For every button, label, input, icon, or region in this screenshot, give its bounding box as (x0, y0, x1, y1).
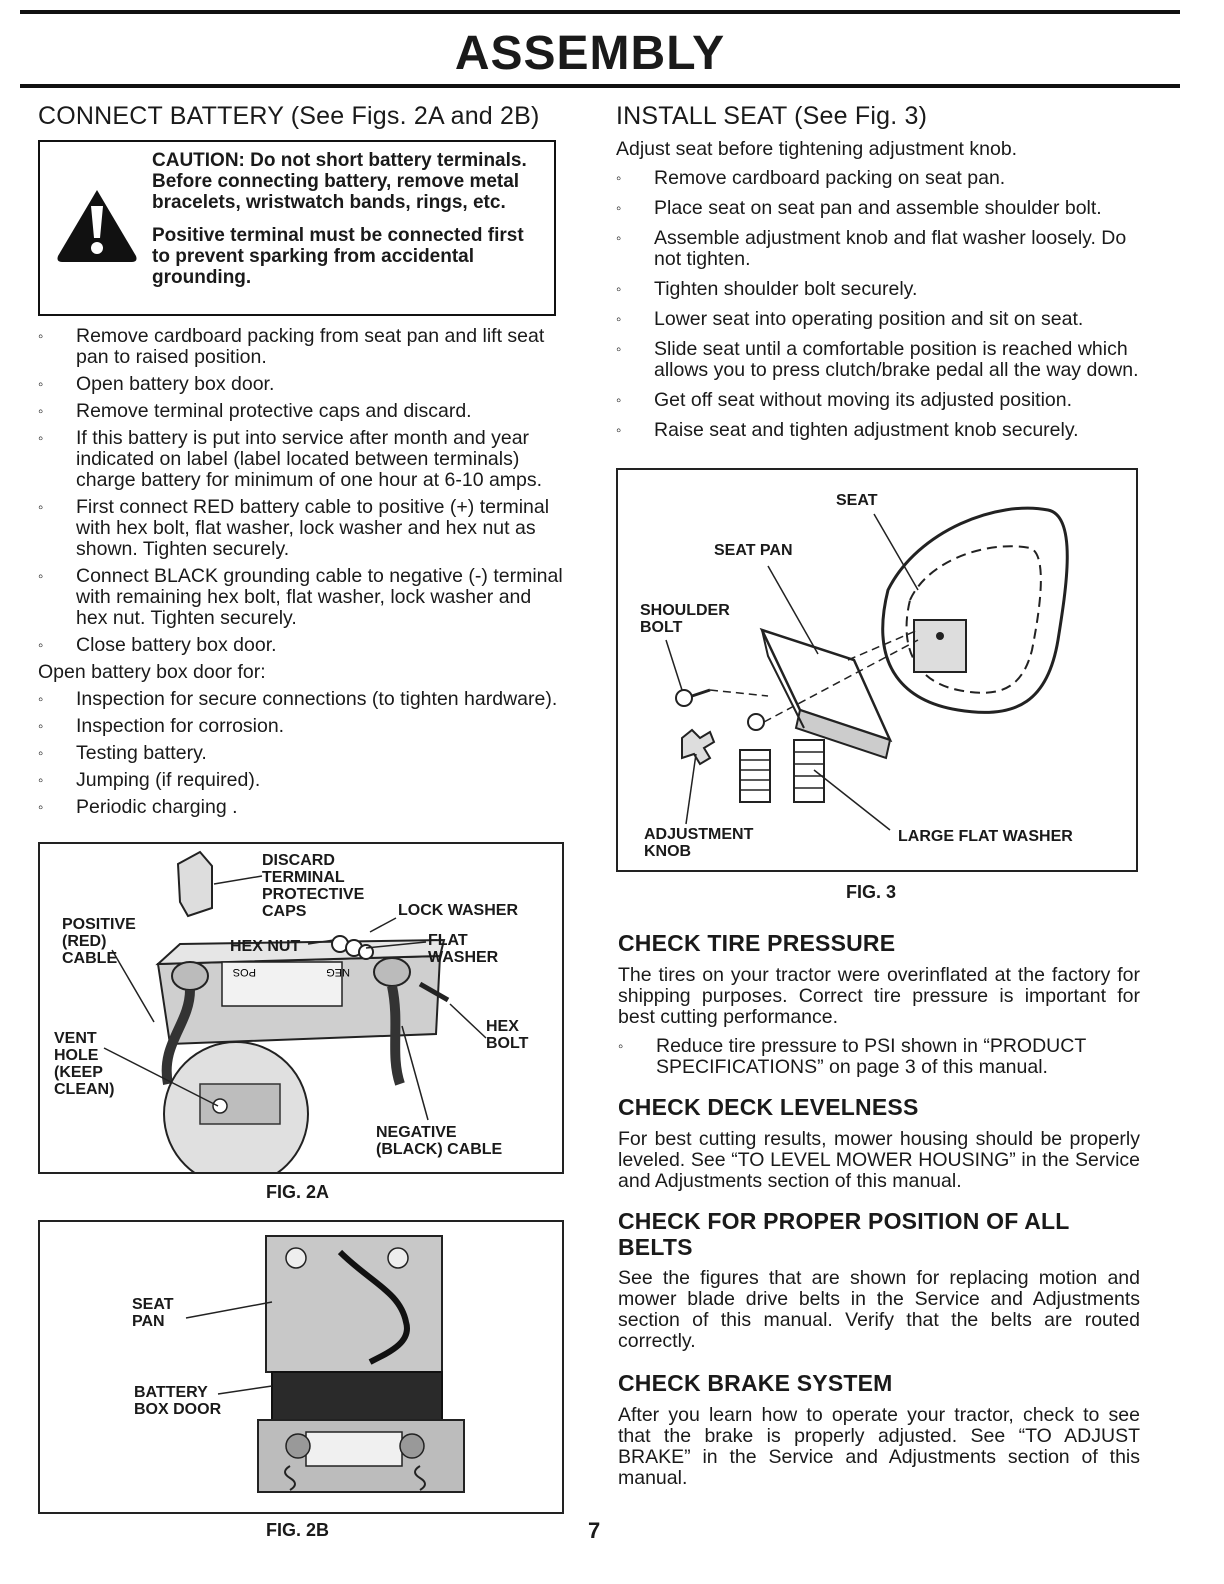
list-item: ◦ Testing battery. (38, 743, 564, 764)
list-item: ◦ Inspection for corrosion. (38, 716, 564, 737)
caution-box (38, 140, 556, 316)
list-item: ◦ Tighten shoulder bolt securely. (616, 279, 1140, 300)
seat-assembly-illustration (618, 470, 1136, 870)
label-discard-caps: DISCARD TERMINAL PROTECTIVE CAPS (262, 852, 365, 920)
maintenance-checks (618, 930, 1140, 1489)
warning-icon (54, 186, 140, 266)
list-item: ◦ First connect RED battery cable to positive (+) terminal with hex bolt, flat washer, lock washer and hex nut as shown. Tighten securely. (38, 497, 564, 560)
list-item: ◦ Slide seat until a comfortable position is reached which allows you to press clutch/brake pedal all the way down. (616, 339, 1140, 381)
connect-battery-heading: CONNECT BATTERY (See Figs. 2A and 2B) (38, 102, 540, 130)
list-item: ◦ Open battery box door. (38, 374, 564, 395)
brake-body: After you learn how to operate your tractor, check to see that the brake is properly adjusted. See “TO ADJUST BRAKE” in the Service and Adjustments section of this manual. (618, 1404, 1140, 1489)
install-seat-section (616, 102, 1140, 450)
list-item: ◦ Jumping (if required). (38, 770, 564, 791)
label-negative-cable: NEGATIVE (BLACK) CABLE (376, 1124, 503, 1158)
list-item: ◦ Close battery box door. (38, 635, 564, 656)
label-shoulder-bolt: SHOULDER BOLT (640, 602, 730, 636)
label-battery-box-door: BATTERY BOX DOOR (134, 1384, 222, 1418)
list-item: ◦ Remove terminal protective caps and discard. (38, 401, 564, 422)
fig-2a-caption: FIG. 2A (266, 1182, 330, 1202)
battery-steps (38, 326, 564, 824)
deck-levelness-heading: CHECK DECK LEVELNESS (618, 1094, 919, 1120)
label-seat: SEAT (836, 492, 878, 509)
tire-pressure-body: The tires on your tractor were overinflated at the factory for shipping purposes. Correct tire pressure is important for best cutting performance. (618, 964, 1140, 1028)
seat-pan-illustration (40, 1222, 562, 1512)
label-flat-washer: FLAT WASHER (428, 932, 499, 966)
pos-marking: POS (232, 966, 256, 978)
list-item: ◦ Reduce tire pressure to PSI shown in “PRODUCT SPECIFICATIONS” on page 3 of this manual. (618, 1036, 1140, 1078)
neg-marking: NEG (326, 966, 350, 978)
page-number: 7 (588, 1518, 601, 1543)
label-positive-cable: POSITIVE (RED) CABLE (62, 916, 136, 967)
top-rule (20, 10, 1180, 14)
label-hex-nut: HEX NUT (230, 938, 301, 955)
belts-body: See the figures that are shown for replacing motion and mower blade drive belts in the Service and Adjustments section of this manual. Verify that the belts are routed correctly. (618, 1267, 1140, 1352)
list-item: ◦ Place seat on seat pan and assemble shoulder bolt. (616, 198, 1140, 219)
open-door-intro: Open battery box door for: (38, 661, 266, 683)
page-title: ASSEMBLY (454, 27, 726, 80)
install-seat-heading: INSTALL SEAT (See Fig. 3) (616, 102, 928, 130)
battery-step-list (38, 326, 564, 656)
list-item: ◦ Inspection for secure connections (to tighten hardware). (38, 689, 564, 710)
list-item: ◦ Periodic charging . (38, 797, 564, 818)
install-seat-list (616, 168, 1140, 441)
label-seat-pan: SEAT PAN (714, 542, 793, 559)
fig-2b-caption: FIG. 2B (266, 1520, 330, 1540)
connect-battery-section (38, 102, 568, 131)
label-adjustment-knob: ADJUSTMENT KNOB (644, 826, 754, 860)
list-item: ◦ Remove cardboard packing on seat pan. (616, 168, 1140, 189)
label-lock-washer: LOCK WASHER (398, 902, 518, 919)
label-vent-hole: VENT HOLE (KEEP CLEAN) (54, 1030, 115, 1098)
tire-pressure-list (618, 1036, 1140, 1078)
list-item: ◦ Connect BLACK grounding cable to negative (-) terminal with remaining hex bolt, flat washer, lock washer and hex nut. Tighten securely. (38, 566, 564, 629)
caution-positive-text: Positive terminal must be connected first to prevent sparking from accidental grounding. (152, 225, 524, 288)
list-item: ◦ Remove cardboard packing from seat pan and lift seat pan to raised position. (38, 326, 564, 368)
title-rule (20, 84, 1180, 88)
figure-3 (616, 468, 1138, 872)
label-seat-pan: SEAT PAN (132, 1296, 174, 1330)
list-item: ◦ If this battery is put into service after month and year indicated on label (label located between terminals) charge battery for minimum of one hour at 6-10 amps. (38, 428, 564, 491)
label-large-flat-washer: LARGE FLAT WASHER (898, 828, 1073, 845)
list-item: ◦ Get off seat without moving its adjusted position. (616, 390, 1140, 411)
deck-levelness-body: For best cutting results, mower housing should be properly leveled. See “TO LEVEL MOWER HOUSING” in the Service and Adjustments section of this manual. (618, 1128, 1140, 1192)
label-hex-bolt: HEX BOLT (486, 1018, 529, 1052)
list-item: ◦ Lower seat into operating position and sit on seat. (616, 309, 1140, 330)
list-item: ◦ Assemble adjustment knob and flat washer loosely. Do not tighten. (616, 228, 1140, 270)
belts-heading: CHECK FOR PROPER POSITION OF ALL BELTS (618, 1208, 1070, 1260)
brake-heading: CHECK BRAKE SYSTEM (618, 1370, 893, 1396)
caution-text: CAUTION: Do not short battery terminals. Before connecting battery, remove metal bracelets, wristwatch bands, rings, etc. (152, 150, 527, 213)
open-door-list (38, 689, 564, 818)
figure-2a (38, 842, 564, 1174)
tire-pressure-heading: CHECK TIRE PRESSURE (618, 930, 896, 956)
list-item: ◦ Raise seat and tighten adjustment knob securely. (616, 420, 1140, 441)
figure-2b (38, 1220, 564, 1514)
install-seat-intro: Adjust seat before tightening adjustment knob. (616, 138, 1018, 160)
fig-3-caption: FIG. 3 (846, 882, 897, 902)
